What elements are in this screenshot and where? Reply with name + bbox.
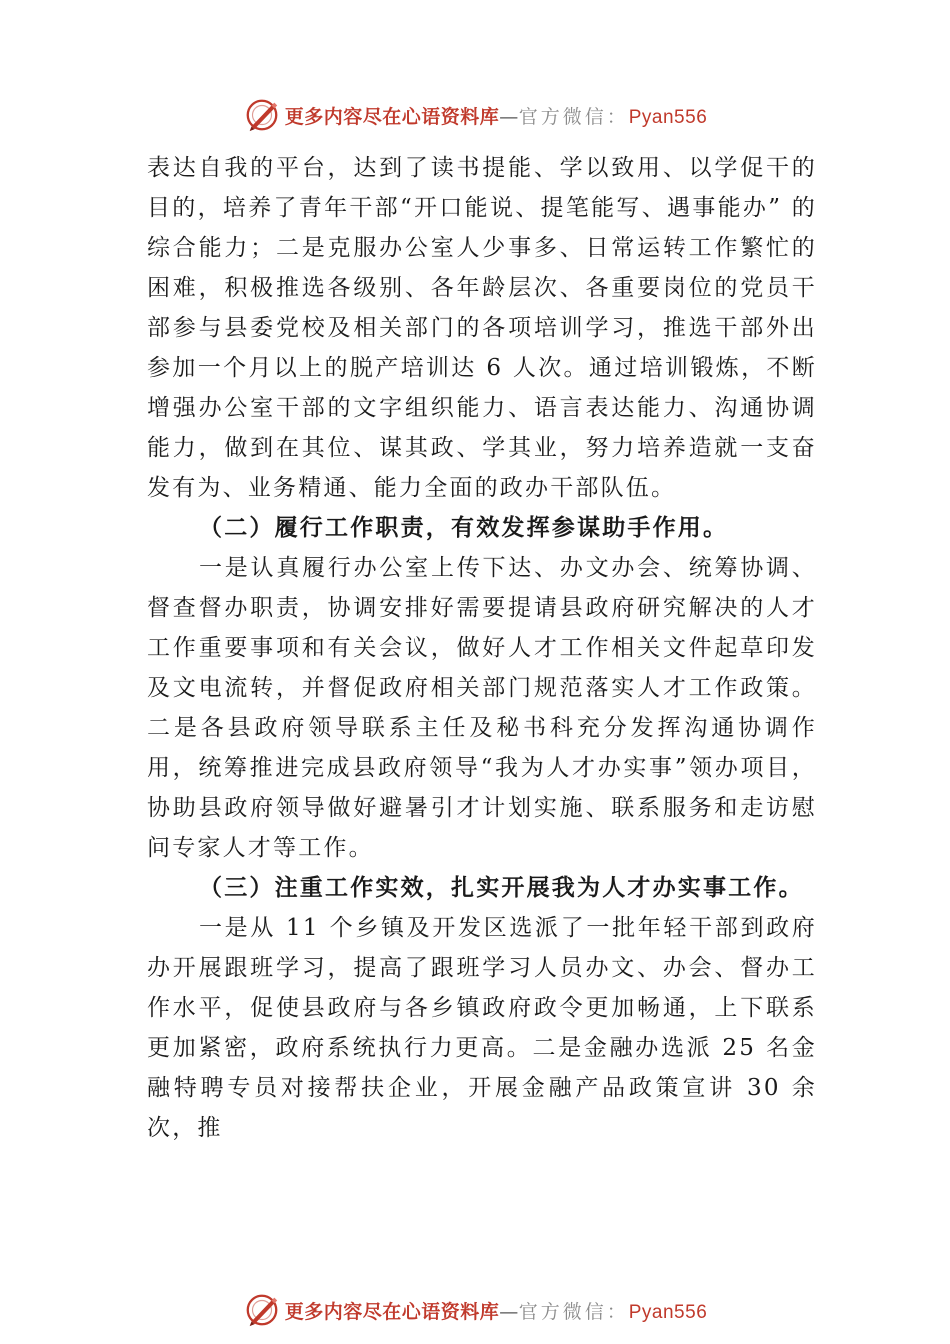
paragraph-2: 一是认真履行办公室上传下达、办文办会、统筹协调、督查督办职责，协调安排好需要提请县政府研究解决的人才工作重要事项和有关会议，做好人才工作相关文件起草印发及文电流转，并督促政府相关部门规范落实人才工作政策。 二是各县政府领导联系主任及秘书科充分发挥沟通协调作用，统筹推进完成县政府领导“我为人才办实事”领办项目， 协助县政府领导做好避暑引才计划实施、联系服务和走访慰问专家人才等工作。 [147,555,817,861]
paragraph-3: 一是从 11 个乡镇及开发区选派了一批年轻干部到政府办开展跟班学习，提高了跟班学习人员办文、办会、督办工作水平，促使县政府与各乡镇政府政令更加畅通，上下联系更加紧密，政府系统执行力更高。二是金融办选派 25 名金融特聘专员对接帮扶企业，开展金融产品政策宣讲 30 余次，推 [147,915,817,1141]
header-watermark-banner [0,95,950,135]
banner-official-text: 官方微信： [518,105,629,128]
banner-library-text: 更多内容尽在心语资料库 [284,105,500,128]
banner-text [285,1297,708,1324]
section-heading-2: （二）履行工作职责，有效发挥参谋助手作用。 [199,514,729,541]
document-body [147,148,817,1148]
banner-official-text: 官方微信： [518,1300,629,1323]
banner-dash: — [499,105,519,128]
footer-watermark-banner [0,1290,950,1330]
paragraph-1: 表达自我的平台，达到了读书提能、学以致用、以学促干的目的，培养了青年干部“开口能说、提笔能写、遇事能办” 的综合能力；二是克服办公室人少事多、日常运转工作繁忙的困难，积极推选各级别、各年龄层次、各重要岗位的党员干部参与县委党校及相关部门的各项培训学习，推选干部外出参加一个月以上的脱产培训达 6 人次。通过培训锻炼，不断增强办公室干部的文字组织能力、语言表达能力、沟通协调能力，做到在其位、谋其政、学其业，努力培养造就一支奋发有为、业务精通、能力全面的政办干部队伍。 [147,155,817,501]
banner-dash: — [499,1300,519,1323]
banner-text [285,102,708,129]
pen-logo-icon [243,1291,281,1329]
section-heading-3: （三）注重工作实效，扎实开展我为人才办实事工作。 [199,874,804,901]
banner-wechat-id: Pyan556 [628,106,708,128]
pen-logo-icon [243,96,281,134]
banner-library-text: 更多内容尽在心语资料库 [284,1300,500,1323]
banner-wechat-id: Pyan556 [628,1301,708,1323]
